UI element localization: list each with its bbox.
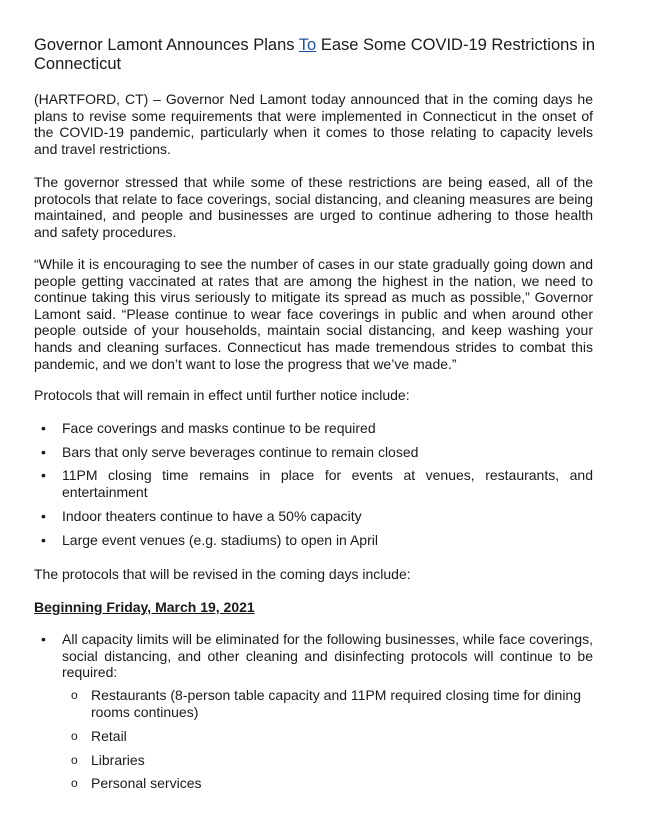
list-item-text: 11PM closing time remains in place for events at venues, restaurants, and entertainment: [62, 467, 593, 500]
section-heading: Beginning Friday, March 19, 2021: [34, 599, 255, 615]
list-item-text: Face coverings and masks continue to be required: [62, 420, 376, 436]
paragraph-quote: “While it is encouraging to see the number of cases in our state gradually going down and people getting vaccinated at rates that are among the highest in the nation, we need to continue taking this virus seriously to mitigate its spread as much as possible,” Governor Lamont said. “Please continue to wear face coverings in public and when around other people outside of your households, maintain social distancing, and keep washing your hands and cleaning surfaces. Connecticut has made tremendous strides to combat this pandemic, and we don’t want to lose the progress that we’ve made.”: [34, 256, 593, 372]
remain-intro: Protocols that will remain in effect until further notice include:: [34, 387, 410, 403]
bullet-icon: •: [41, 444, 46, 460]
sub-bullet-icon: o: [71, 688, 78, 702]
title-text-start: Governor Lamont Announces Plans: [34, 36, 299, 54]
sub-bullet-icon: o: [71, 729, 78, 743]
sub-bullet-icon: o: [71, 753, 78, 767]
title-text-end: Ease Some COVID-19 Restrictions in Connecticut: [34, 36, 596, 73]
bullet-icon: •: [41, 631, 46, 647]
document-title: [34, 36, 614, 74]
sub-bullet-icon: o: [71, 776, 78, 790]
sub-list-item-text: Libraries: [91, 752, 145, 768]
list-item-text: Bars that only serve beverages continue to remain closed: [62, 444, 419, 460]
revised-intro: The protocols that will be revised in the coming days include:: [34, 566, 411, 582]
sub-list-item-text: Restaurants (8-person table capacity and 11PM required closing time for dining rooms continues): [91, 687, 581, 720]
sub-list-item-text: Personal services: [91, 775, 202, 791]
bullet-icon: •: [41, 532, 46, 548]
bullet-icon: •: [41, 508, 46, 524]
list-item-text: All capacity limits will be eliminated for the following businesses, while face coverings, social distancing, and other cleaning and disinfecting protocols will continue to be required:: [62, 631, 593, 681]
sub-list-item-text: Retail: [91, 728, 127, 744]
bullet-icon: •: [41, 420, 46, 436]
bullet-icon: •: [41, 467, 46, 483]
list-item-text: Large event venues (e.g. stadiums) to open in April: [62, 532, 378, 548]
paragraph-intro: (HARTFORD, CT) – Governor Ned Lamont today announced that in the coming days he plans to revise some requirements that were implemented in Connecticut in the onset of the COVID-19 pandemic, particularly when it comes to those relating to capacity levels and travel restrictions.: [34, 91, 593, 157]
paragraph-governor-stressed: The governor stressed that while some of these restrictions are being eased, all of the protocols that relate to face coverings, social distancing, and cleaning measures are being maintained, and people and businesses are urged to continue adhering to those health and safety procedures.: [34, 174, 593, 240]
title-underlined-word: To: [298, 36, 317, 54]
list-item-text: Indoor theaters continue to have a 50% capacity: [62, 508, 362, 524]
